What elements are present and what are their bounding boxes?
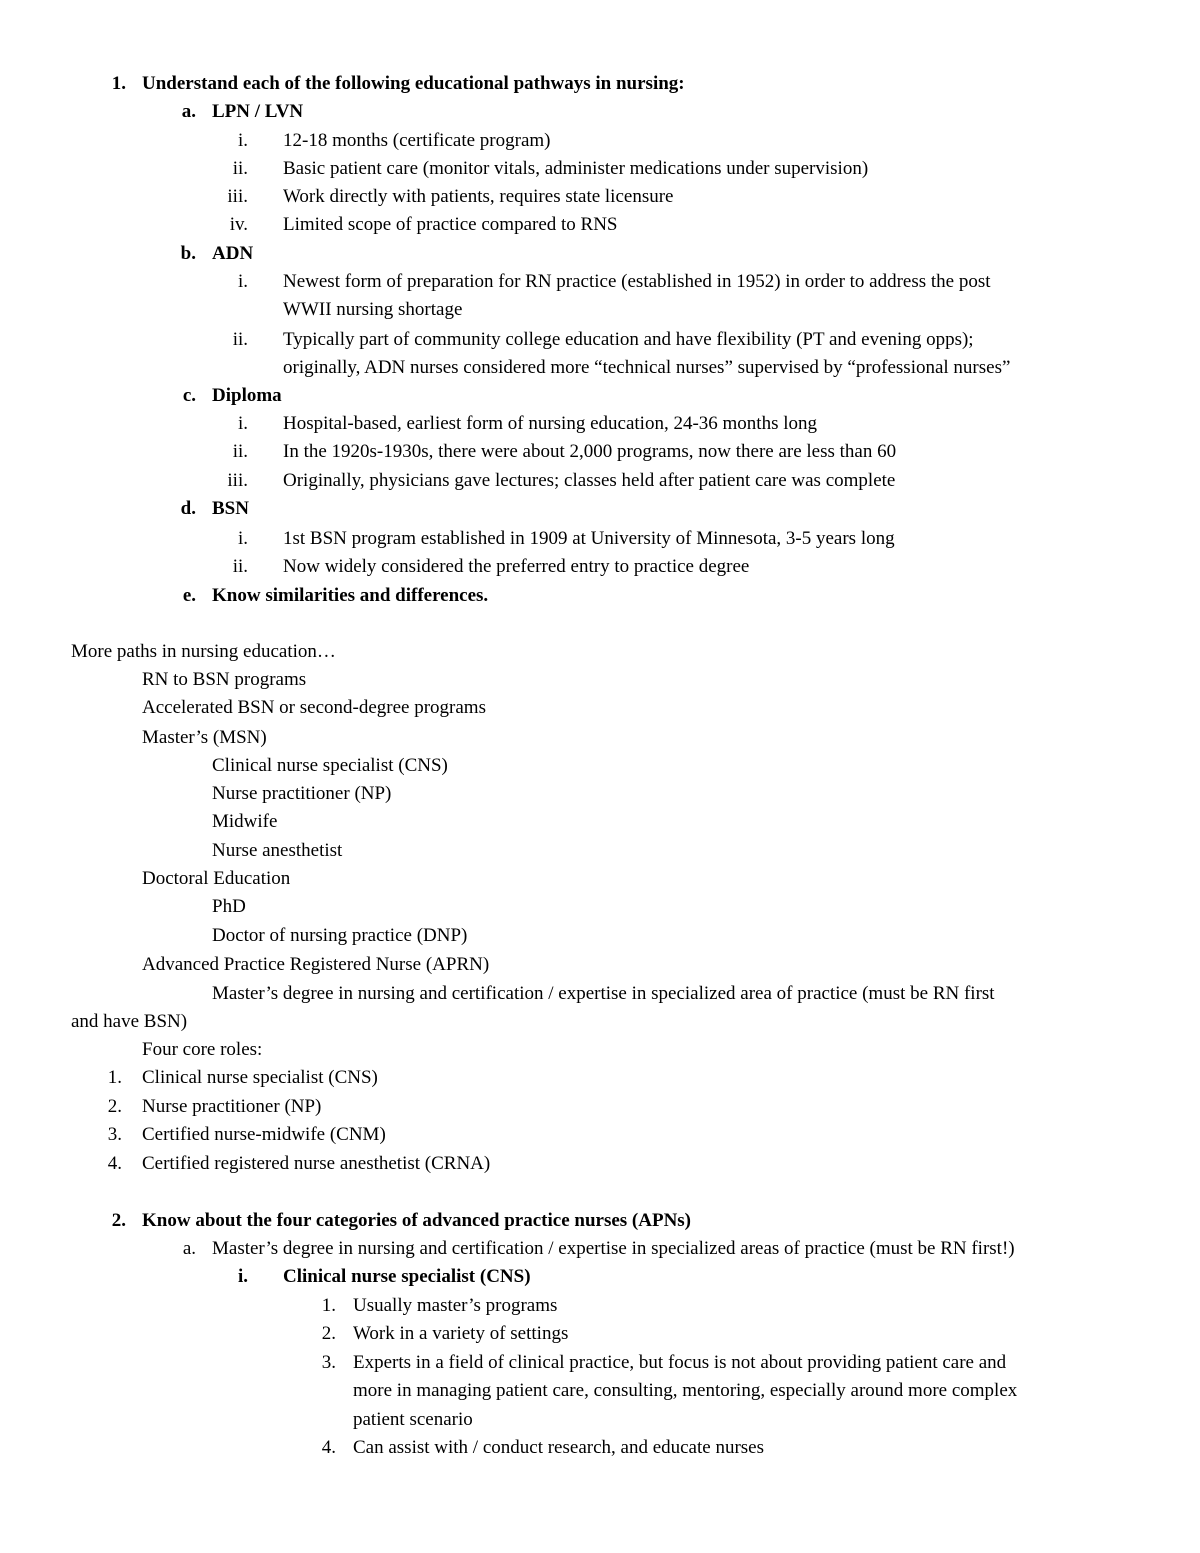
cns-item-marker: 2.: [321, 1323, 336, 1344]
path-subitem: Nurse anesthetist: [212, 840, 343, 861]
list-item: Typically part of community college education and have flexibility (PT and evening opps);: [283, 329, 974, 350]
group-b-marker: b.: [180, 243, 196, 264]
group-d-marker: d.: [180, 498, 196, 519]
group-e-marker: e.: [182, 585, 196, 606]
path-subitem: Midwife: [212, 811, 278, 832]
section2-a-text: Master’s degree in nursing and certification / expertise in specialized areas of practice (must be RN first!): [212, 1238, 1015, 1259]
cns-item-continuation: patient scenario: [353, 1409, 473, 1430]
list-item-marker: iv.: [229, 214, 248, 235]
list-item-marker: i.: [237, 413, 248, 434]
path-subitem: Nurse practitioner (NP): [212, 783, 392, 804]
cns-item-marker: 4.: [321, 1437, 336, 1458]
cns-item-marker: 3.: [321, 1352, 336, 1373]
role-item: Certified nurse-midwife (CNM): [142, 1124, 386, 1145]
aprn-description: Master’s degree in nursing and certification / expertise in specialized area of practice (must be RN first: [212, 983, 995, 1004]
section2-heading: Know about the four categories of advanced practice nurses (APNs): [142, 1210, 692, 1231]
group-a-marker: a.: [181, 101, 196, 122]
cns-item-continuation: more in managing patient care, consulting, mentoring, especially around more complex: [353, 1380, 1018, 1401]
list-item-marker: iii.: [227, 470, 248, 491]
path-item-masters: Master’s (MSN): [142, 727, 267, 748]
path-item-doctoral: Doctoral Education: [142, 868, 291, 889]
core-roles-label: Four core roles:: [142, 1039, 263, 1060]
group-a-title: LPN / LVN: [212, 101, 304, 122]
cns-item-marker: 1.: [321, 1295, 336, 1316]
list-item: Hospital-based, earliest form of nursing education, 24-36 months long: [283, 413, 818, 434]
list-item-marker: ii.: [232, 441, 248, 462]
path-item: RN to BSN programs: [142, 669, 307, 690]
role-marker: 4.: [107, 1153, 122, 1174]
role-marker: 1.: [107, 1067, 122, 1088]
list-item: 1st BSN program established in 1909 at University of Minnesota, 3-5 years long: [283, 528, 895, 549]
list-item-marker: ii.: [232, 158, 248, 179]
cns-item: Work in a variety of settings: [353, 1323, 569, 1344]
list-item: Work directly with patients, requires state licensure: [283, 186, 674, 207]
list-item: 12-18 months (certificate program): [283, 130, 551, 151]
list-item: Originally, physicians gave lectures; classes held after patient care was complete: [283, 470, 896, 491]
role-marker: 2.: [107, 1096, 122, 1117]
more-paths-intro: More paths in nursing education…: [71, 641, 336, 662]
list-item-marker: i.: [237, 528, 248, 549]
path-item: Accelerated BSN or second-degree programs: [142, 697, 486, 718]
path-item-aprn: Advanced Practice Registered Nurse (APRN): [142, 954, 490, 975]
list-item-marker: i.: [237, 271, 248, 292]
section2-number: 2.: [111, 1210, 126, 1231]
role-marker: 3.: [107, 1124, 122, 1145]
list-item-marker: i.: [237, 130, 248, 151]
path-subitem: Doctor of nursing practice (DNP): [212, 925, 468, 946]
group-c-marker: c.: [182, 385, 196, 406]
group-d-title: BSN: [212, 498, 249, 519]
list-item-marker: ii.: [232, 556, 248, 577]
list-item-marker: ii.: [232, 329, 248, 350]
list-item-continuation: WWII nursing shortage: [283, 299, 463, 320]
cns-item: Experts in a field of clinical practice, but focus is not about providing patient care and: [353, 1352, 1007, 1373]
list-item: Newest form of preparation for RN practice (established in 1952) in order to address the post: [283, 271, 991, 292]
group-e-title: Know similarities and differences.: [212, 585, 489, 606]
role-item: Nurse practitioner (NP): [142, 1096, 322, 1117]
cns-marker: i.: [237, 1266, 248, 1287]
path-subitem: PhD: [212, 896, 246, 917]
section1-heading: Understand each of the following educational pathways in nursing:: [142, 73, 685, 94]
list-item-continuation: originally, ADN nurses considered more “technical nurses” supervised by “professional nurses”: [283, 357, 1011, 378]
cns-item: Can assist with / conduct research, and educate nurses: [353, 1437, 765, 1458]
list-item: Basic patient care (monitor vitals, administer medications under supervision): [283, 158, 869, 179]
section1-number: 1.: [111, 73, 126, 94]
group-c-title: Diploma: [212, 385, 282, 406]
group-b-title: ADN: [212, 243, 254, 264]
cns-title: Clinical nurse specialist (CNS): [283, 1266, 531, 1287]
cns-item: Usually master’s programs: [353, 1295, 558, 1316]
aprn-description-continuation: and have BSN): [71, 1011, 188, 1032]
role-item: Certified registered nurse anesthetist (CRNA): [142, 1153, 491, 1174]
list-item: Now widely considered the preferred entry to practice degree: [283, 556, 750, 577]
list-item: Limited scope of practice compared to RNS: [283, 214, 618, 235]
role-item: Clinical nurse specialist (CNS): [142, 1067, 378, 1088]
path-subitem: Clinical nurse specialist (CNS): [212, 755, 448, 776]
list-item-marker: iii.: [227, 186, 248, 207]
section2-a-marker: a.: [182, 1238, 196, 1259]
list-item: In the 1920s-1930s, there were about 2,000 programs, now there are less than 60: [283, 441, 897, 462]
